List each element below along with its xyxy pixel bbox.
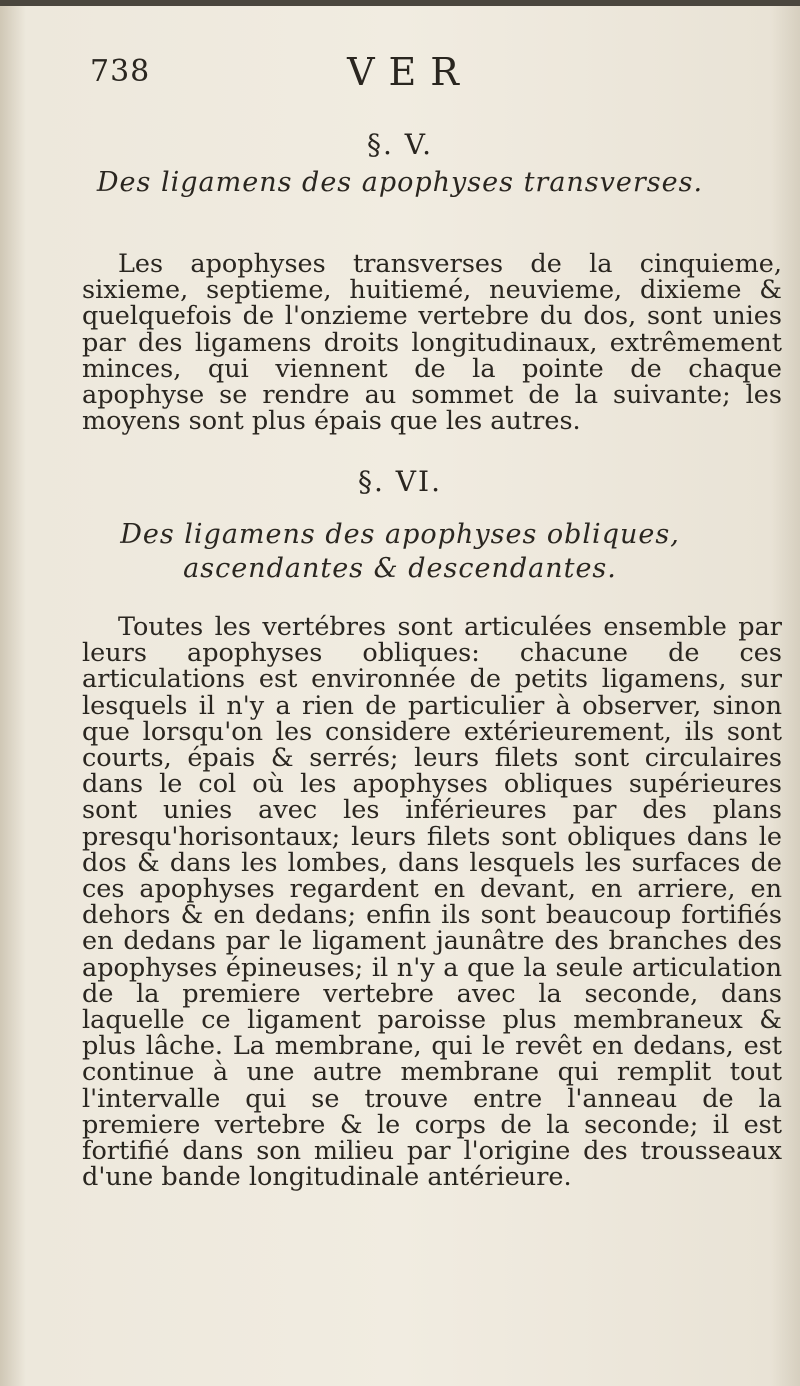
running-head: VER	[347, 50, 473, 94]
section-5-heading: §. V.	[366, 128, 434, 161]
section-5-title: Des ligamens des apophyses transverses.	[96, 167, 704, 198]
page-top-edge	[0, 0, 800, 6]
section-6-heading: §. VI.	[358, 465, 442, 498]
section-6-paragraph: Toutes les vertébres sont articulées ensemble par leurs apophyses obliques: chacune de ces articulations est environnée de petits ligamens, sur lesquels il n'y a rien de particulier à observer, sinon que lorsqu'on les considere extérieurement, ils sont courts, épais & serrés; leurs filets sont circulaires dans le col où les apophyses obliques supérieures sont unies avec les inférieures par des plans presqu'horisontaux; leurs filets sont obliques dans le dos & dans les lombes, dans lesquels les surfaces de ces apophyses regardent en devant, en arriere, en dehors & en dedans; enfin ils sont beaucoup fortifiés en dedans par le ligament jaunâtre des branches des apophyses épineuses; il n'y a que la seule articulation de la premiere vertebre avec la seconde, dans laquelle ce ligament paroisse plus membraneux & plus lâche. La membrane, qui le revêt en dedans, est continue à une autre membrane qui remplit tout l'intervalle qui se trouve entre l'anneau de la premiere vertebre & le corps de la seconde; il est fortifié dans son milieu par l'origine des trousseaux d'une bande longitudinale antérieure.	[82, 612, 782, 1193]
page-header	[80, 50, 770, 100]
page-number: 738	[90, 54, 151, 89]
section-6-title: Des ligamens des apophyses obliques, ascendantes & descendantes.	[120, 519, 680, 584]
section-5-paragraph: Les apophyses transverses de la cinquieme, sixieme, septieme, huitiemé, neuvieme, dixieme & quelquefois de l'onzieme vertebre du dos, sont unies par des ligamens droits longitudinaux, extrêmement minces, qui viennent de la pointe de chaque apophyse se rendre au sommet de la suivante; les moyens sont plus épais que les autres.	[82, 249, 782, 437]
